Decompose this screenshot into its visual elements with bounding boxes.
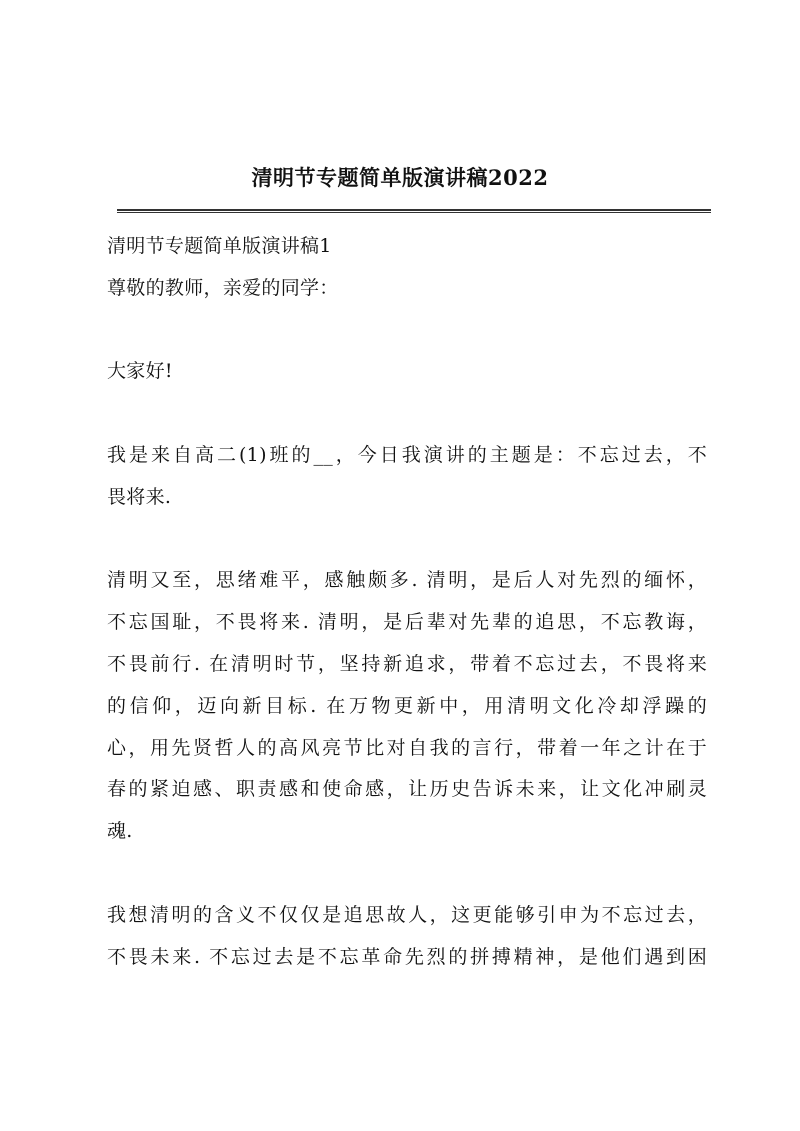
paragraph-line: 不忘国耻，不畏将来. 清明，是后辈对先辈的追思，不忘教诲， [107,611,707,633]
section-heading: 清明节专题简单版演讲稿1 [107,235,332,257]
paragraph-line: 我是来自高二(1)班的__，今日我演讲的主题是：不忘过去，不 [107,444,707,466]
salutation: 尊敬的教师，亲爱的同学： [107,277,339,299]
paragraph-line: 畏将来. [107,486,172,508]
title-divider [117,209,711,213]
greeting: 大家好! [107,360,173,382]
paragraph-line: 不畏未来. 不忘过去是不忘革命先烈的拼搏精神，是他们遇到困 [107,946,707,968]
paragraph-line: 的信仰，迈向新目标. 在万物更新中，用清明文化冷却浮躁的 [107,695,707,717]
document-title: 清明节专题简单版演讲稿2022 [251,165,549,190]
paragraph-line: 心，用先贤哲人的高风亮节比对自我的言行，带着一年之计在于 [107,737,707,759]
paragraph-line: 魂. [107,820,133,842]
paragraph-line: 春的紧迫感、职责感和使命感，让历史告诉未来，让文化冲刷灵 [107,778,707,800]
paragraph-line: 不畏前行. 在清明时节，坚持新追求，带着不忘过去，不畏将来 [107,653,707,675]
paragraph-line: 我想清明的含义不仅仅是追思故人，这更能够引申为不忘过去， [107,904,707,926]
paragraph-line: 清明又至，思绪难平，感触颇多. 清明，是后人对先烈的缅怀， [107,569,707,591]
